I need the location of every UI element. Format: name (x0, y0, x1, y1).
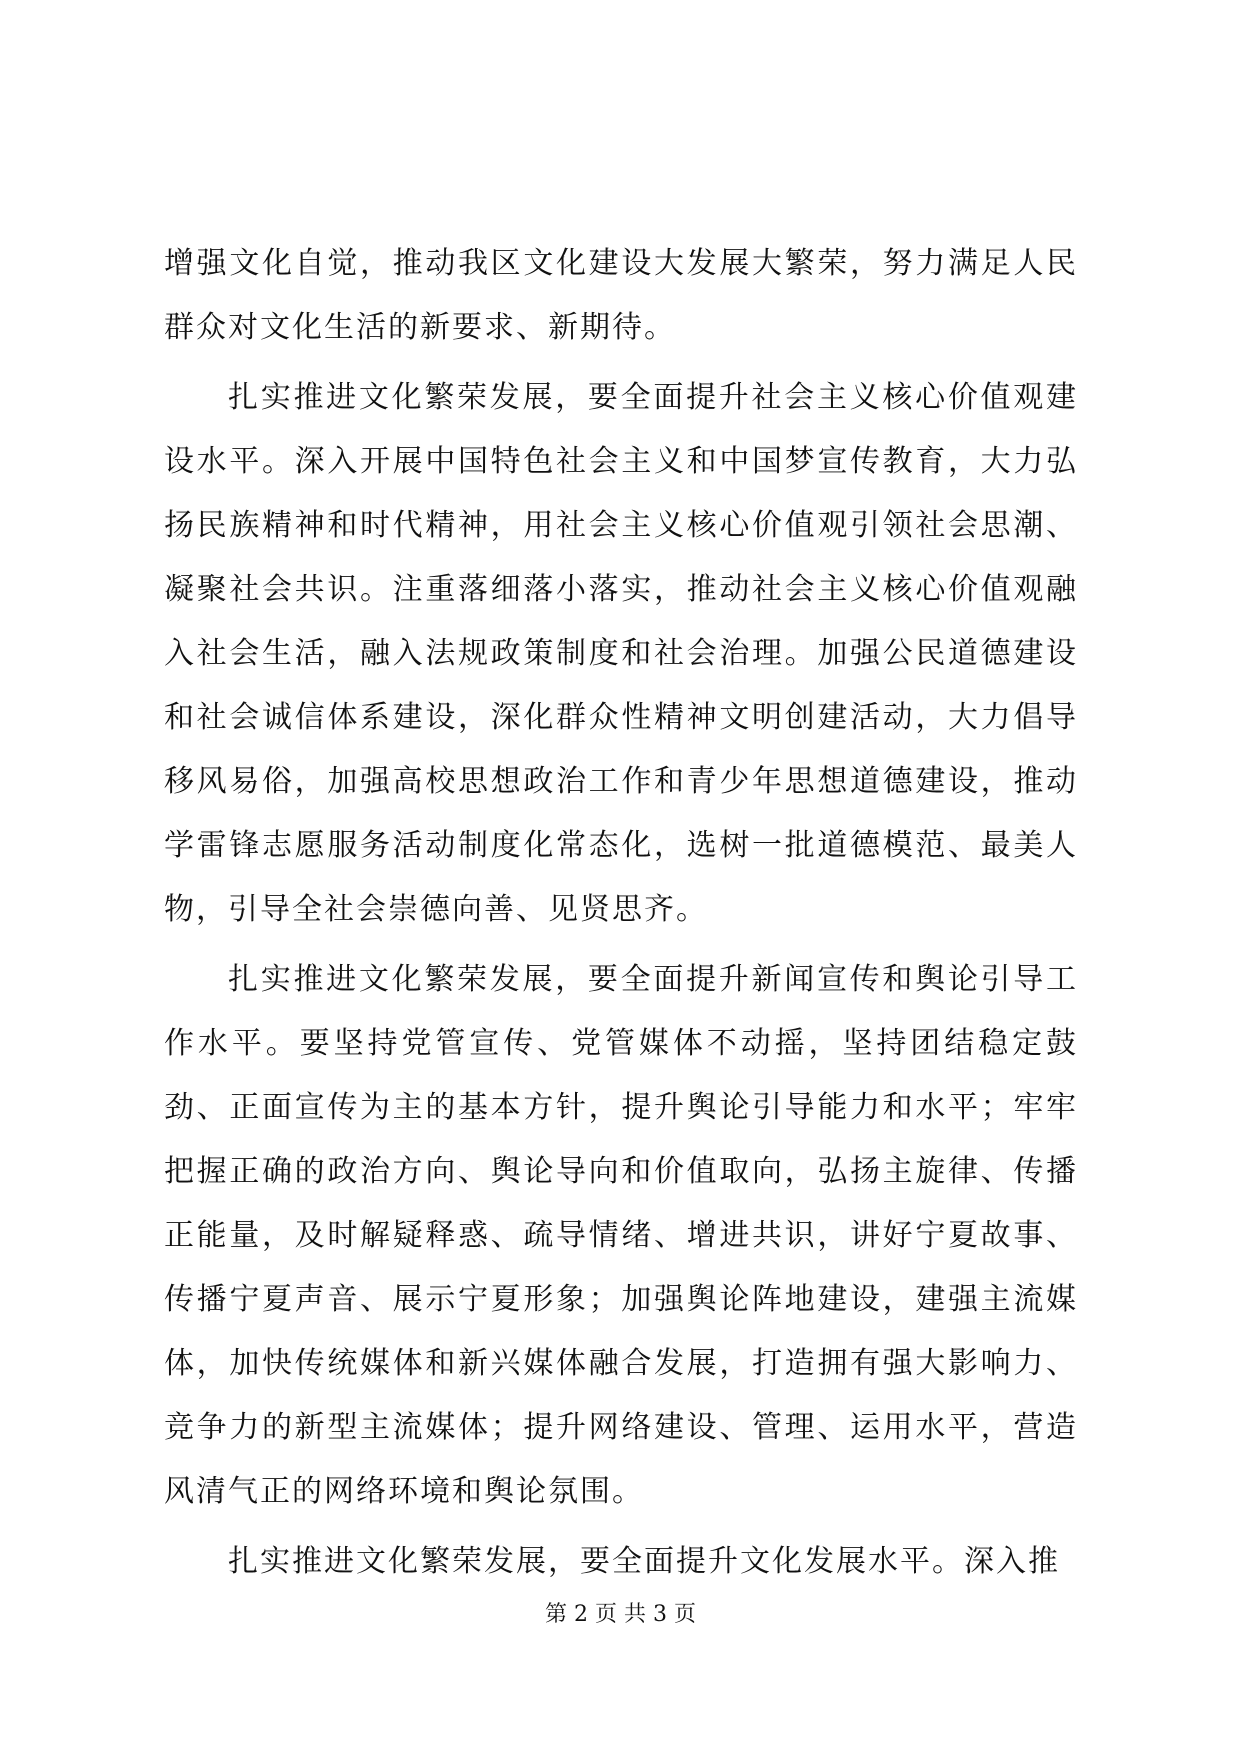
paragraph-4: 扎实推进文化繁荣发展，要全面提升文化发展水平。深入推 (228, 1544, 1060, 1579)
paragraph-1: 增强文化自觉，推动我区文化建设大发展大繁荣，努力满足人民群众对文化生活的新要求、新期待。 (164, 246, 1078, 345)
page-number-footer: 第 2 页 共 3 页 (545, 1602, 696, 1627)
document-body (164, 232, 1078, 1594)
paragraph-3: 扎实推进文化繁荣发展，要全面提升新闻宣传和舆论引导工作水平。要坚持党管宣传、党管媒体不动摇，坚持团结稳定鼓劲、正面宣传为主的基本方针，提升舆论引导能力和水平；牢牢把握正确的政治方向、舆论导向和价值取向，弘扬主旋律、传播正能量，及时解疑释惑、疏导情绪、增进共识，讲好宁夏故事、传播宁夏声音、展示宁夏形象；加强舆论阵地建设，建强主流媒体，加快传统媒体和新兴媒体融合发展，打造拥有强大影响力、竞争力的新型主流媒体；提升网络建设、管理、运用水平，营造风清气正的网络环境和舆论氛围。 (164, 962, 1078, 1509)
paragraph-2: 扎实推进文化繁荣发展，要全面提升社会主义核心价值观建设水平。深入开展中国特色社会主义和中国梦宣传教育，大力弘扬民族精神和时代精神，用社会主义核心价值观引领社会思潮、凝聚社会共识。注重落细落小落实，推动社会主义核心价值观融入社会生活，融入法规政策制度和社会治理。加强公民道德建设和社会诚信体系建设，深化群众性精神文明创建活动，大力倡导移风易俗，加强高校思想政治工作和青少年思想道德建设，推动学雷锋志愿服务活动制度化常态化，选树一批道德模范、最美人物，引导全社会崇德向善、见贤思齐。 (164, 380, 1078, 927)
